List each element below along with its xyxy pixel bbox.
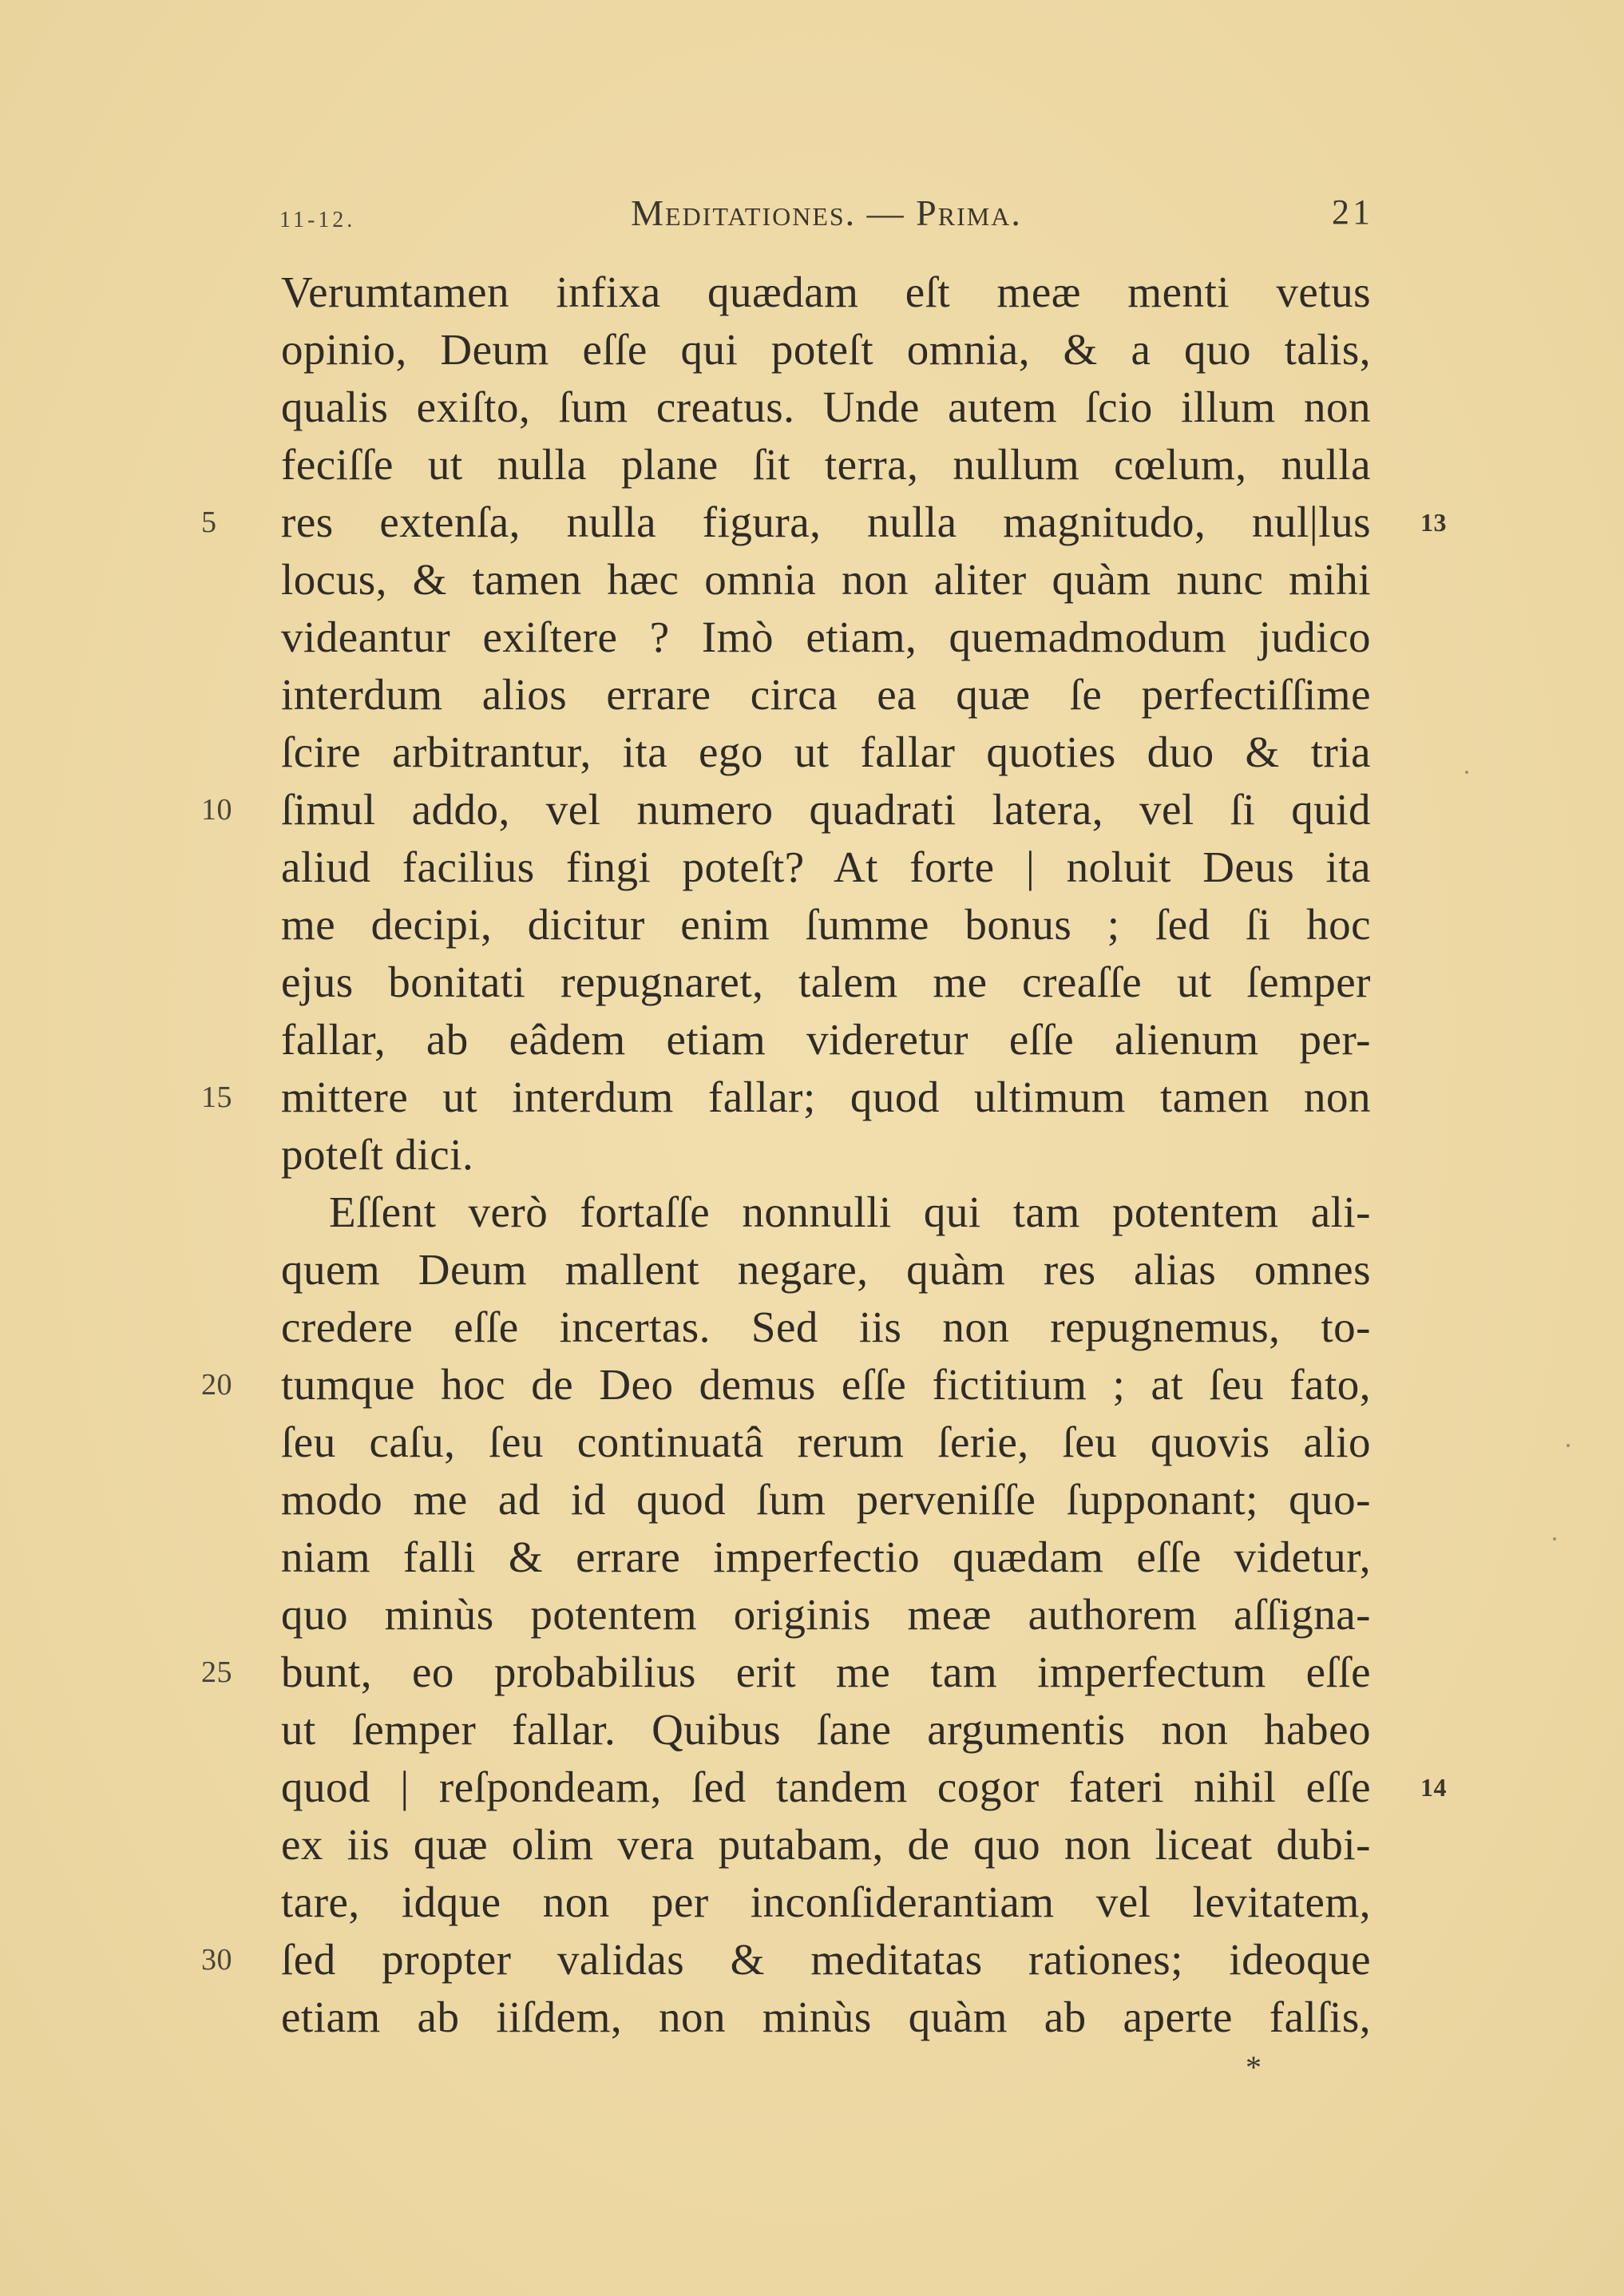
line-text: locus, & tamen hæc omnia non aliter quàm nunc mihi: [281, 555, 1371, 604]
line-text: quo minùs potentem originis meæ authorem aſſigna-: [281, 1590, 1371, 1639]
text-line: [201, 781, 1371, 839]
line-text: quod | reſpondeam, ſed tandem cogor fateri nihil eſſe: [281, 1763, 1371, 1811]
text-line: [281, 666, 1371, 724]
line-number: 20: [201, 1368, 232, 1402]
text-line: [201, 1644, 1371, 1701]
text-line: [281, 321, 1371, 379]
line-number: 5: [201, 506, 217, 539]
line-text: res extenſa, nulla figura, nulla magnitudo, nul|lus: [281, 498, 1371, 546]
line-number: 30: [201, 1943, 232, 1977]
paper-speck: [1465, 771, 1468, 774]
text-line: [281, 1701, 1371, 1759]
line-text: interdum alios errare circa ea quæ ſe perfectiſſime: [281, 670, 1371, 719]
line-text: bunt, eo probabilius erit me tam imperfectum eſſe: [281, 1648, 1371, 1696]
text-line: [281, 839, 1371, 896]
header-page-range: 11-12.: [279, 208, 356, 232]
text-line: [281, 724, 1371, 781]
text-line: [281, 1299, 1371, 1356]
text-line: [281, 954, 1371, 1011]
text-line: [201, 494, 1447, 551]
margin-page-reference: 14: [1420, 1773, 1447, 1802]
text-line: [201, 1931, 1371, 1989]
text-line: [281, 551, 1371, 609]
text-line: [281, 1759, 1447, 1816]
line-text: ut ſemper fallar. Quibus ſane argumentis non habeo: [281, 1705, 1371, 1754]
paper-speck: [1553, 1537, 1556, 1541]
header-title: Meditationes. — Prima.: [631, 192, 1022, 233]
text-line: [281, 264, 1371, 321]
text-line: [281, 1471, 1371, 1529]
line-text: poteſt dici.: [281, 1130, 474, 1179]
header-page-number: 21: [1332, 192, 1373, 232]
line-text: credere eſſe incertas. Sed iis non repugnemus, to-: [281, 1303, 1371, 1351]
line-text: videantur exiſtere ? Imò etiam, quemadmodum judico: [281, 613, 1371, 661]
line-text: Verumtamen infixa quædam eſt meæ menti vetus: [281, 268, 1371, 316]
text-line: [281, 1184, 1371, 1241]
line-text: etiam ab iiſdem, non minùs quàm ab aperte falſis,: [281, 1993, 1371, 2041]
text-line: [281, 896, 1371, 954]
line-text: Eſſent verò fortaſſe nonnulli qui tam potentem ali-: [329, 1188, 1371, 1236]
text-line: [281, 436, 1371, 494]
text-line: [281, 1011, 1371, 1069]
line-text: tumque hoc de Deo demus eſſe fictitium ; at ſeu fato,: [281, 1360, 1371, 1409]
line-text: niam falli & errare imperfectio quædam eſſe videtur,: [281, 1533, 1371, 1581]
line-text: mittere ut interdum fallar; quod ultimum tamen non: [281, 1073, 1371, 1121]
margin-page-reference: 13: [1420, 508, 1447, 537]
text-line: [281, 1816, 1371, 1874]
running-header: [279, 192, 1373, 240]
line-text: aliud facilius fingi poteſt? At forte | noluit Deus ita: [281, 843, 1371, 891]
signature-mark: *: [1246, 2049, 1262, 2085]
line-text: modo me ad id quod ſum perveniſſe ſupponant; quo-: [281, 1475, 1371, 1524]
text-line: [281, 609, 1371, 666]
line-text: ſimul addo, vel numero quadrati latera, vel ſi quid: [281, 785, 1371, 834]
line-text: me decipi, dicitur enim ſumme bonus ; ſed ſi hoc: [281, 900, 1371, 949]
text-line: [281, 1586, 1371, 1644]
text-line: [201, 1356, 1371, 1414]
text-line: [281, 1241, 1371, 1299]
paper-speck: [1567, 1444, 1570, 1447]
line-text: fallar, ab eâdem etiam videretur eſſe alienum per-: [281, 1015, 1371, 1064]
line-number: 25: [201, 1656, 232, 1689]
line-text: feciſſe ut nulla plane ſit terra, nullum cœlum, nulla: [281, 440, 1371, 489]
line-number: 15: [201, 1081, 232, 1114]
main-text-block: [201, 264, 1447, 2046]
text-line: [281, 1989, 1371, 2046]
line-text: quem Deum mallent negare, quàm res alias omnes: [281, 1245, 1371, 1294]
text-line: [281, 1414, 1371, 1471]
line-text: ex iis quæ olim vera putabam, de quo non liceat dubi-: [281, 1820, 1371, 1869]
line-text: tare, idque non per inconſiderantiam vel levitatem,: [281, 1878, 1371, 1926]
line-text: ſcire arbitrantur, ita ego ut fallar quoties duo & tria: [281, 728, 1371, 776]
text-line: [201, 1069, 1371, 1126]
text-line: [281, 1874, 1371, 1931]
line-text: ſed propter validas & meditatas rationes; ideoque: [281, 1935, 1371, 1984]
line-text: ejus bonitati repugnaret, talem me creaſſe ut ſemper: [281, 958, 1371, 1006]
text-line: [281, 1529, 1371, 1586]
line-text: opinio, Deum eſſe qui poteſt omnia, & a quo talis,: [281, 325, 1371, 374]
line-text: ſeu caſu, ſeu continuatâ rerum ſerie, ſeu quovis alio: [281, 1418, 1371, 1466]
text-line: [281, 379, 1371, 436]
text-line: [281, 1126, 1371, 1184]
line-number: 10: [201, 793, 232, 827]
line-text: qualis exiſto, ſum creatus. Unde autem ſcio illum non: [281, 383, 1371, 431]
